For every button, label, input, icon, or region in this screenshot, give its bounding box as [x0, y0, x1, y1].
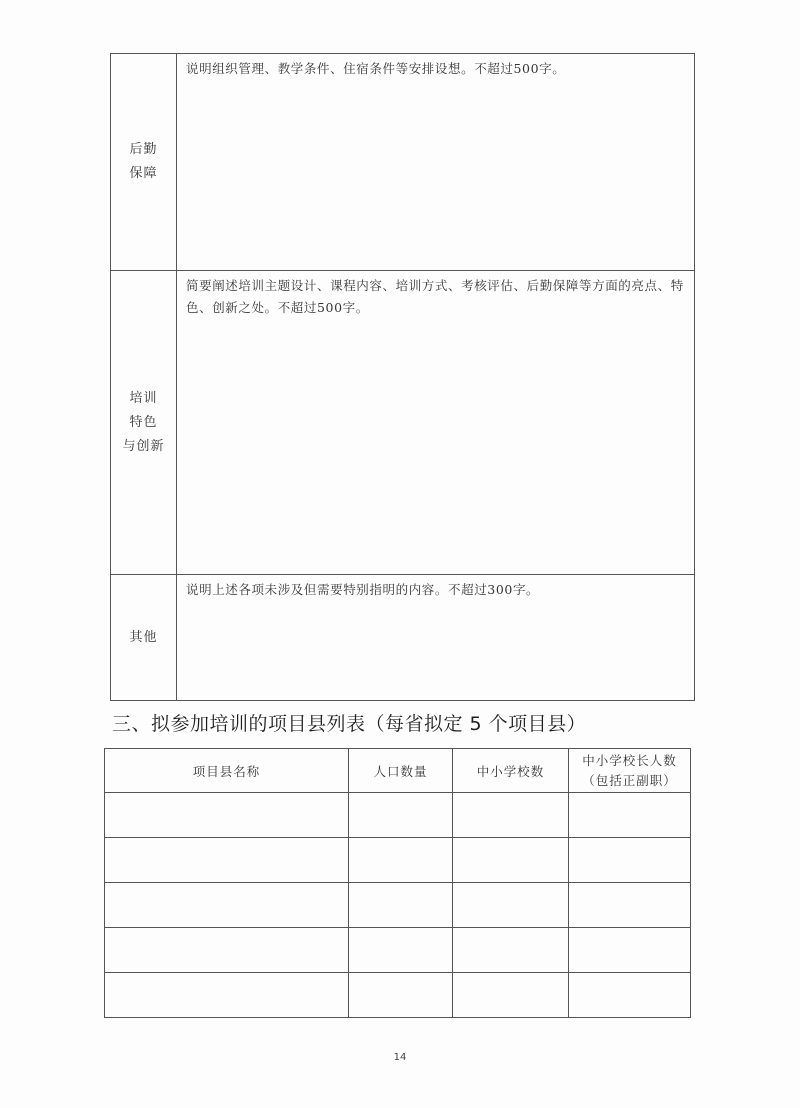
label-line: 后勤: [129, 142, 158, 157]
project-county-table: [104, 748, 691, 1018]
table-row: [105, 793, 691, 838]
label-line: 与创新: [122, 438, 165, 454]
county-table-header-row: [105, 749, 691, 793]
label-line: 培训: [129, 390, 158, 406]
other-instruction: 说明上述各项未涉及但需要特别指明的内容。不超过300字。: [186, 582, 540, 597]
features-input-cell[interactable]: [177, 271, 695, 575]
other-input-cell[interactable]: [177, 575, 695, 701]
school-count-cell[interactable]: [453, 793, 569, 838]
logistics-instruction: 说明组织管理、教学条件、住宿条件等安排设想。不超过500字。: [186, 61, 566, 76]
table-row: [105, 838, 691, 883]
table-row: [105, 883, 691, 928]
application-form-table: [110, 53, 695, 701]
county-name-cell[interactable]: [105, 883, 349, 928]
row-label-other: [111, 575, 177, 701]
row-label-logistics: [111, 54, 177, 271]
school-count-cell[interactable]: [453, 883, 569, 928]
form-row-logistics: [111, 54, 695, 271]
header-county-name: 项目县名称: [105, 749, 349, 793]
label-line: 特色: [129, 414, 158, 430]
form-row-features: [111, 271, 695, 575]
header-principal-line1: 中小学校长人数: [582, 752, 677, 768]
label-line: 保障: [129, 166, 158, 181]
features-instruction: 简要阐述培训主题设计、课程内容、培训方式、考核评估、后勤保障等方面的亮点、特色、创新之处。不超过500字。: [186, 278, 684, 315]
county-name-cell[interactable]: [105, 838, 349, 883]
principal-count-cell[interactable]: [569, 973, 691, 1018]
header-principal-line2: （包括正副职）: [582, 772, 677, 788]
page-number: 14: [393, 1052, 407, 1063]
population-cell[interactable]: [349, 883, 453, 928]
school-count-cell[interactable]: [453, 928, 569, 973]
county-name-cell[interactable]: [105, 793, 349, 838]
population-cell[interactable]: [349, 928, 453, 973]
table-row: [105, 973, 691, 1018]
county-name-cell[interactable]: [105, 928, 349, 973]
logistics-input-cell[interactable]: [177, 54, 695, 271]
population-cell[interactable]: [349, 973, 453, 1018]
school-count-cell[interactable]: [453, 838, 569, 883]
principal-count-cell[interactable]: [569, 793, 691, 838]
school-count-cell[interactable]: [453, 973, 569, 1018]
population-cell[interactable]: [349, 793, 453, 838]
section-heading: 三、拟参加培训的项目县列表（每省拟定 5 个项目县）: [112, 713, 587, 735]
principal-count-cell[interactable]: [569, 883, 691, 928]
principal-count-cell[interactable]: [569, 928, 691, 973]
label-line: 其他: [129, 629, 158, 645]
county-name-cell[interactable]: [105, 973, 349, 1018]
population-cell[interactable]: [349, 838, 453, 883]
header-school-count: 中小学校数: [453, 749, 569, 793]
header-principal-count: [569, 749, 691, 793]
principal-count-cell[interactable]: [569, 838, 691, 883]
header-population: 人口数量: [349, 749, 453, 793]
table-row: [105, 928, 691, 973]
form-row-other: [111, 575, 695, 701]
row-label-features: [111, 271, 177, 575]
